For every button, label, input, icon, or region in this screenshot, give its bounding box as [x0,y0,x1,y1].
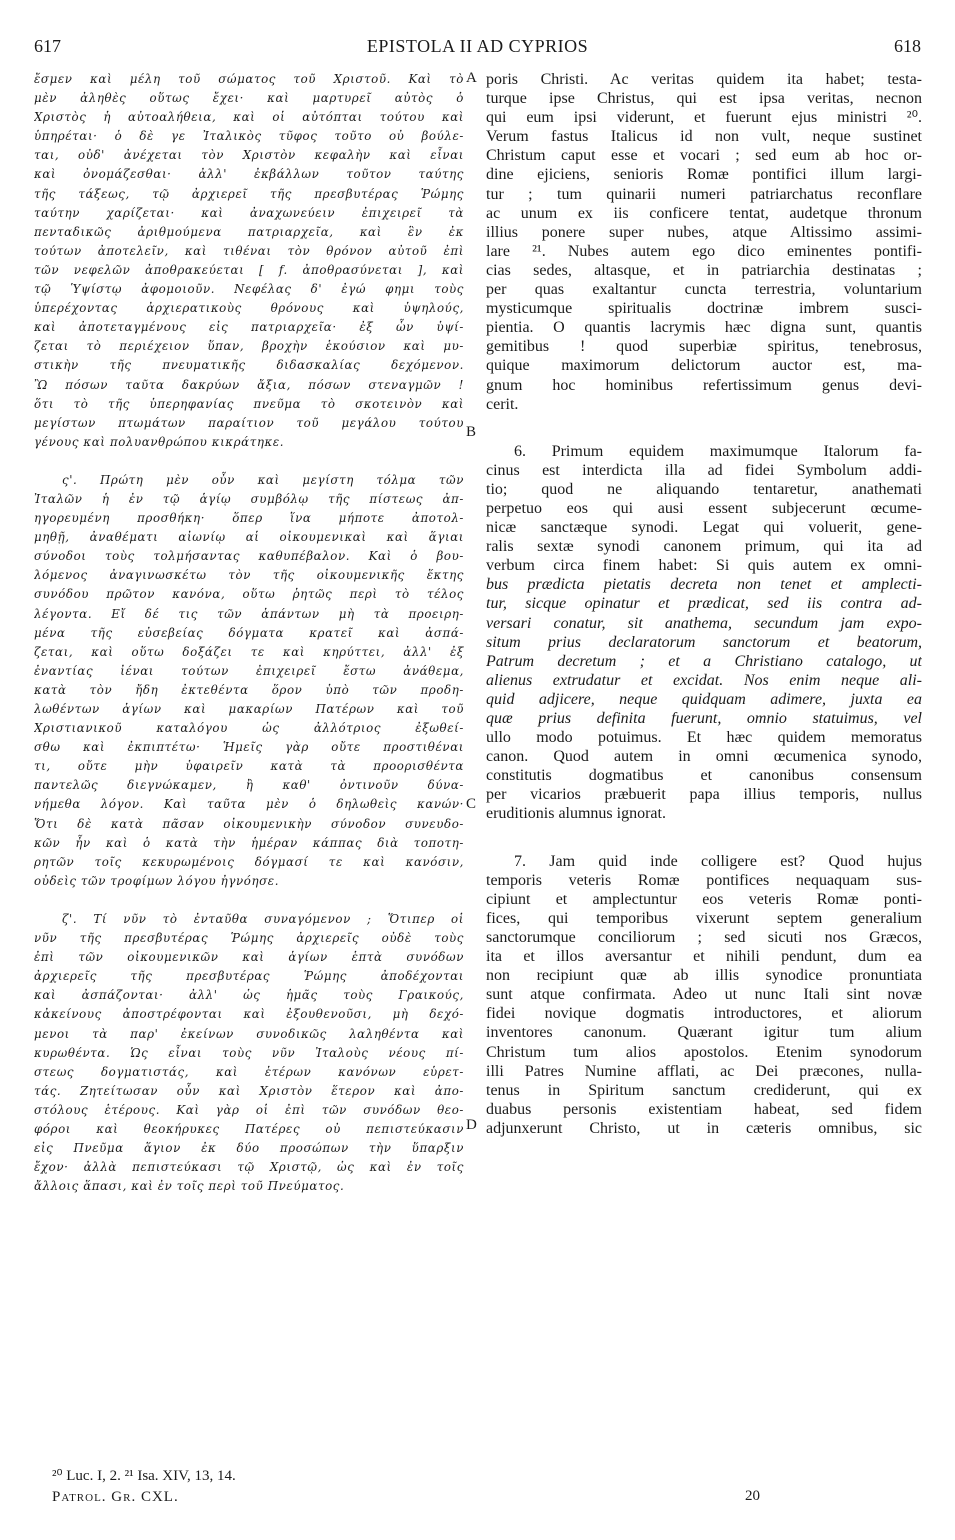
latin-line: adjunxerunt Christo, ut in cæteris omnibus, sic [486,1119,922,1137]
greek-line: λωθέντων ἁγίων καὶ μακαρίων Πατέρων καὶ τοῦ [34,702,464,716]
latin-line: ullo modo potuimus. Et hæc quidem memoratus [486,729,922,747]
greek-line: καὶ ἀποτεταγμένους εἰς πατριαρχεῖα· ἐξ ὧν ὑψί- [34,320,464,335]
greek-line: ηγορευμένη προσθήκη· ὅπερ ἵνα μήποτε ἀποτολ- [34,511,464,526]
latin-line: verbum circa finem habet: Si quis autem ex omni- [486,557,922,575]
latin-line: versari conatur, sit anathema, secundum jam expo- [486,614,922,632]
greek-line: σθω καὶ ἐκπιπτέτω· Ἡμεῖς γὰρ οὔτε προστιθέναι [34,740,464,755]
latin-line: alienus extrudatur et excidat. Nos enim neque ali- [486,671,922,689]
greek-line: εἰς Πνεῦμα ἅγιον ἐκ δύο προσώπων τὴν ὕπαρξιν [34,1141,464,1156]
greek-line: ς'. Πρώτη μὲν οὖν καὶ μεγίστη τόλμα τῶν [62,472,464,487]
latin-line: eruditionis alumnus ignorat. [486,805,666,823]
latin-line: dine ejiciens, senioris Romæ pontifici illum largi- [486,166,922,184]
greek-line: τούτων ἀποτελεῖν, καὶ τιθέναι τὸν θρόνον αὐτοῦ ἐπὶ [34,243,464,258]
greek-line: τι, οὔτε μὴν ὑφαιρεῖν κατὰ τὰ προορισθέντα [34,759,464,774]
greek-line: ἄλλοις ἅπασι, καὶ ἐν τοῖς περὶ τοῦ Πνεύματος. [34,1179,345,1194]
greek-line: καὶ ἀσπάζονται· ἀλλ' ὡς ἡμᾶς τοὺς Γραικούς, [34,988,464,1003]
greek-line: σύνοδοι τοὺς τολμήσαντας καθυπέβαλον. Καὶ ὁ βου- [34,549,464,564]
latin-line: lare ²¹. Nubes autem ego dico eminentes pontifi- [486,242,922,260]
greek-line: Χριστὸς ἡ αὐτοαλήθεια, καὶ οἱ αὐτόπται τούτου καὶ [34,110,464,125]
greek-line: ἐναντίας ἰέναι τούτων ἐπιχειρεῖ ἔστω ἀνάθεμα, [34,663,464,678]
margin-marker-d: D [466,1117,477,1133]
latin-line: 6. Primum equidem maximumque Italorum fa- [514,442,922,460]
latin-line: fidei novique dogmatis introductores, et aliorum [486,1005,922,1023]
greek-line: γένους καὶ πολυανθρώπου κικράτηκε. [34,434,285,449]
greek-line: μενοι τὰ παρ' ἐκείνων συνοδικῶς λαληθέντα καὶ [34,1026,464,1041]
greek-column [34,70,464,1196]
running-title: EPISTOLA II AD CYPRIOS [366,36,589,56]
page-number-right: 618 [894,36,921,56]
greek-line: παντελῶς διεγνώκαμεν, ἢ καθ' ὀντινοῦν δύνα- [34,778,464,793]
latin-line: per vicarios præbuerit papa illius temporis, nullus [486,786,922,804]
latin-line: ac unum ex iis conficere tentat, audetque thronum [486,204,922,222]
latin-line: qui eum ipsi viderunt, et fuerunt ejus ministri ²⁰. [486,109,922,127]
latin-line: poris Christi. Ac veritas quidem ita habet; testa- [486,71,922,88]
latin-line: nicæ sanctæque synodi. Legat qui voluerit, gene- [486,519,922,537]
greek-line: νήμεθα λόγον. Καὶ ταῦτα μὲν ὁ δηλωθεὶς κανών· [34,797,464,812]
latin-line [486,414,922,442]
latin-line: tenus in Spiritum sanctum crediderunt, qui ex [486,1081,922,1099]
margin-marker-b: B [466,424,477,440]
greek-line [34,891,464,910]
greek-line: στόλους ἑτέρους. Καὶ γὰρ οἱ ἐπὶ τῶν συνόδων θεο- [34,1102,464,1117]
greek-line: νῦν τῆς πρεσβυτέρας Ῥώμης ἀρχιερεῖς οὐδὲ τοὺς [34,931,464,946]
latin-line: sunt atque confirmata. Adeo ut nunc Itali sint novæ [486,986,922,1004]
greek-line: ὑπηρέται· ὁ δὲ γε Ἰταλικὸς τῦφος τοῦτο οὐ βούλε- [34,129,464,144]
latin-line: fices, qui temporibus vixerunt septem generalium [486,909,922,927]
latin-line: Patrum decretum ; et a Christiano catalogo, ut [486,652,922,670]
latin-line: Verum fastus Italicus id non vult, neque sustinet [486,128,922,146]
latin-line: Christum caput esse et vocari ; sed eum ab hoc or- [486,147,922,165]
page-header [0,36,955,60]
latin-line: ita et illos aversantur et nihili pendunt, dum ea [486,948,922,966]
latin-line: temporis veteris Romæ pontifices nequaquam sus- [486,871,922,889]
latin-line: ralis sextæ synodi canonem primum, qui ita ad [486,538,922,556]
greek-line: στικὴν τῆς πνευματικῆς διδασκαλίας δεχόμενον. [34,358,464,373]
latin-column [486,70,922,1138]
latin-line: per quas exaltantur cuncta terrestria, voluntarium [486,281,922,299]
greek-line: στεως δογματιστάς, καὶ ἑτέρων κανόνων εὑρετ- [34,1064,464,1079]
greek-line: μένα τῆς εὐσεβείας δόγματα κρατεῖ καὶ ἀσπά- [34,625,464,640]
greek-line: ταύτην χαρίζεται· καὶ ἀναχωνεύειν ἐπιχειρεῖ τὰ [34,205,464,220]
latin-line [486,824,922,852]
greek-line: λέγοντα. Εἴ δέ τις τῶν ἁπάντων μὴ τὰ προειρη- [34,606,464,621]
latin-line: duabus personis existentiam habeat, sed fidem [486,1100,922,1118]
greek-line: κατὰ τὸν ἤδη ἐκτεθέντα ὅρον ὑπὸ τῶν προδη- [34,682,464,697]
latin-line: illi Patres Numine afflati, ac Dei præcones, nulla- [486,1062,922,1080]
latin-line: perpetuo eos qui ausi essent subjecerunt œcume- [486,499,922,517]
latin-line: sanctorumque conciliorum ; sed sicuti nos Græcos, [486,928,922,946]
greek-line: Ὅτι δὲ κατὰ πᾶσαν οἰκουμενικὴν σύνοδον συνευδο- [34,816,464,831]
greek-line: φόροι καὶ θεοκήρυκες Πατέρες οὐ πεπιστεύκασιν [34,1121,464,1136]
greek-line: μεγίστων πτωμάτων παραίτιον τοῦ μεγάλου τούτου [34,415,464,430]
greek-line: μὲν ἀληθὲς οὕτως ἔχει· καὶ μαρτυρεῖ αὐτὸς ὁ [34,91,464,106]
latin-line: situm prius declaratorum sanctorum et beatorum, [486,633,922,651]
latin-line: Christum tum alios apostolos. Etenim synodorum [486,1043,922,1061]
greek-line: οὐδεὶς τῶν τροφίμων λόγου ἠγνόησε. [34,873,280,888]
latin-line: cinus est interdicta illa ad fidei Symbolum addi- [486,461,922,479]
latin-line: tio; quod ne aliquando tentaretur, anathemati [486,480,922,498]
latin-line: constitutis dogmatibus et canonibus consensum [486,767,922,785]
greek-line: ρητῶν τοῖς κεκυρωμένοις δόγμασί τε καὶ κανόσιν, [34,854,464,869]
greek-line: ἐπὶ τῶν οἰκουμενικῶν καὶ ἁγίων ἑπτὰ συνόδων [34,950,464,965]
latin-line: inventores canonum. Quærant igitur tum alium [486,1024,922,1042]
latin-line: tur ; tum quinarii numeri patriarchatus reconflare [486,185,922,203]
greek-line: ἀρχιερεῖς τῆς πρεσβυτέρας Ῥώμης ἀποδέχονται [34,969,464,984]
margin-marker-c: C [466,796,477,812]
greek-line: ἔχον· ἀλλὰ πεπιστεύκασι τῷ Χριστῷ, ὡς καὶ ἐν τοῖς [34,1160,464,1175]
page-number-left: 617 [34,36,61,56]
latin-line: mysticumque spiritualis doctrinæ imbrem susci- [486,300,922,318]
greek-line: καὶ ὀνομάζεσθαι· ἀλλ' ἐκβάλλων τοῦτον ταύτης [34,167,464,182]
greek-line: ἔσμεν καὶ μέλη τοῦ σώματος τοῦ Χριστοῦ. Καὶ τὸ [34,72,464,86]
latin-line: quæ prius definita fuerunt, omnio statuimus, vel [486,710,922,727]
greek-line: ται, οὐδ' ἀνέχεται τὸν Χριστὸν κεφαλὴν καὶ εἶναι [34,148,464,163]
greek-line: πενταδικῶς ἀριθμούμενα πατριαρχεῖα, καὶ ἓν ἐκ [34,224,464,239]
latin-line: cias sedes, altasque, et in patriarchia destinatas ; [486,261,922,279]
greek-line: τῆς τάξεως, τῷ ἀρχιερεῖ τῆς πρεσβυτέρας Ῥώμης [34,186,464,201]
latin-line: quid adjicere, neque quidquam adimere, juxta ea [486,690,922,708]
greek-line: Ὢ πόσων ταῦτα δακρύων ἄξια, πόσων στεναγμῶν ! [34,377,464,392]
greek-line: ζ'. Τί νῦν τὸ ἐνταῦθα συναγόμενον ; Ὅτιπερ οἱ [62,911,464,926]
footnotes: ²⁰ Luc. I, 2. ²¹ Isa. XIV, 13, 14. [52,1468,236,1484]
latin-line: turque ipse Christus, qui est ipsa veritas, necnon [486,90,922,108]
greek-line: λόμενος ἀναγινωσκέτω τὸν τῆς οἰκουμενικῆς ἕκτης [34,568,464,583]
patrologia-reference: Patrol. Gr. CXL. [52,1489,179,1505]
latin-line: quique maximorum delictorum auctor est, ma- [486,357,922,375]
greek-line: Ἰταλῶν ἡ ἐν τῷ ἁγίῳ συμβόλῳ τῆς πίστεως ἀπ- [34,491,464,506]
greek-line: κἀκείνους ἀποστρέφονται καὶ ἐξουθενοῦσι, μὴ δεχό- [34,1007,464,1022]
greek-line: Χριστιανικοῦ καταλόγου ὡς ἀλλότριος ἐξωθεί- [34,721,464,736]
greek-line: τῶν νεφελῶν ἀποθρακεύεται [ f. ἀποθρασύνεται ], καὶ [34,262,464,277]
margin-marker-a: A [466,70,477,86]
greek-line: κυρωθέντα. Ὡς εἶναι τοὺς νῦν Ἰταλοὺς νέους πί- [34,1045,464,1060]
latin-line: bus prædicta pietatis decreta non tenet et amplecti- [486,576,922,594]
latin-line: 7. Jam quid inde colligere est? Quod hujus [514,852,922,870]
greek-line: ὑπερέχοντας ἀρχιερατικοὺς θρόνους καὶ ὑψηλούς, [34,301,464,316]
greek-line: τάς. Ζητείτωσαν οὖν καὶ Χριστὸν ἕτερον καὶ ἀπο- [34,1083,464,1098]
latin-line: pientia. O quantis lacrymis hæc digna sunt, quantis [486,319,922,337]
latin-line: cerit. [486,395,519,413]
latin-line: illius ponere super nubes, atque Altissimo assimi- [486,223,922,241]
greek-line: ζεται τὸ περιέχειον ὕπαν, βροχὴν ἑκούσιον καὶ μυ- [34,339,464,354]
greek-line: συνόδου πρῶτον κανόνα, οὕτω ῥητῶς περὶ τὸ τέλος [34,587,464,602]
latin-line: non recipiunt quæ ab illis synodice pronuntiata [486,967,922,985]
signature-mark: 20 [745,1488,760,1504]
latin-line: cipiunt et amplectuntur eos veteris Romæ ponti- [486,890,922,908]
greek-line: ζεται, καὶ οὕτω δοξάζει τε καὶ κηρύττει, ἀλλ' ἐξ [34,644,464,659]
latin-line: tur, sicque opinatur et prædicat, sed iis contra ad- [486,595,922,613]
greek-line: μηθῇ, ἀναθέματι αἰωνίῳ αἱ οἰκουμενικαὶ καὶ ἅγιαι [34,530,464,545]
latin-line: canon. Quod autem in omni œcumenica synodo, [486,748,922,766]
latin-line: gnum hoc hominibus refertissimum genus devi- [486,376,922,394]
latin-line: gemitibus ! quod superbiæ spiritus, tenebrosus, [486,338,922,356]
greek-line: κῶν ἦν καὶ ὁ κατὰ τὴν ἡμέραν κάππας διὰ τοποτη- [34,835,464,850]
greek-line: ὅτι τὸ τῆς ὑπερηφανίας πνεῦμα τὸ σκοτεινὸν καὶ [34,396,464,411]
greek-line [34,452,464,471]
greek-line: τῷ Ὑψίστῳ ἀφομοιοῦν. Νεφέλας δ' ἐγώ φημι τοὺς [34,282,464,297]
